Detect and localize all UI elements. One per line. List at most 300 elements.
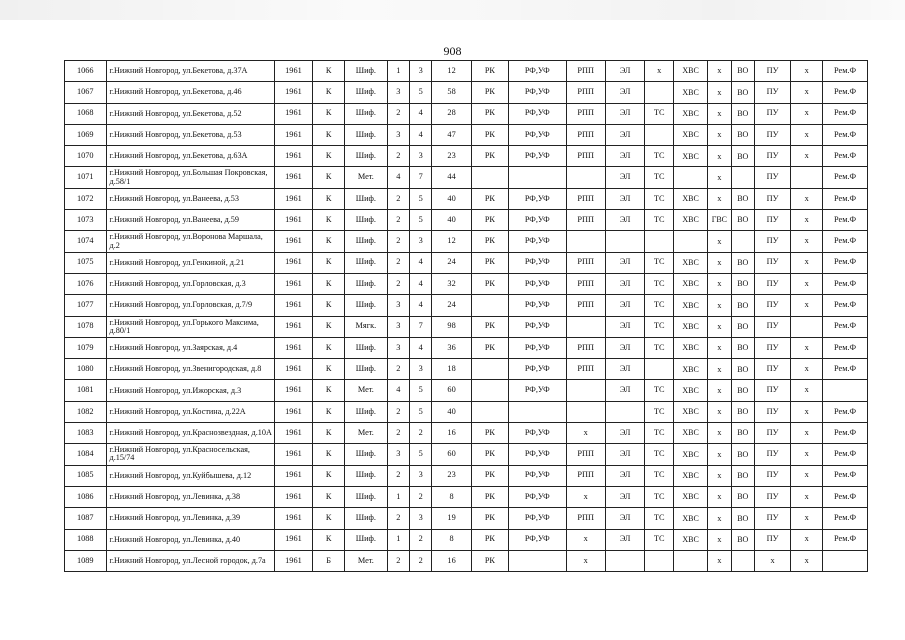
repair-roof-cell: РК (471, 82, 508, 103)
repair-roof-cell: РК (471, 231, 508, 252)
metering-cell: ПУ (754, 380, 790, 401)
repair-roof-cell (471, 401, 508, 422)
repair-facade-cell: РФ,УФ (509, 103, 567, 124)
metering-cell: ПУ (754, 124, 790, 145)
repair-fund-cell: Рем.Ф (823, 316, 868, 337)
entrances-cell: 2 (387, 252, 409, 273)
entrances-cell: 2 (387, 231, 409, 252)
apartments-cell: 19 (432, 508, 471, 529)
repair-facade-cell (509, 401, 567, 422)
extra-cell (791, 167, 823, 188)
repair-roof-cell: РК (471, 465, 508, 486)
row-number: 1068 (65, 103, 107, 124)
entrances-cell: 3 (387, 124, 409, 145)
electric-cell: ЭЛ (605, 529, 644, 550)
year-cell: 1961 (274, 444, 312, 465)
address-cell: г.Нижний Новгород, ул.Генкиной, д.21 (106, 252, 274, 273)
cold-water-cell (674, 231, 708, 252)
row-number: 1086 (65, 486, 107, 507)
repair-facade-cell: РФ,УФ (509, 529, 567, 550)
hot-water-cell: х (708, 103, 731, 124)
sewage-cell: ВО (731, 316, 754, 337)
electric-cell: ЭЛ (605, 82, 644, 103)
sewage-cell: ВО (731, 359, 754, 380)
metering-cell: ПУ (754, 231, 790, 252)
extra-cell: х (791, 550, 823, 571)
extra-cell: х (791, 103, 823, 124)
table-row (65, 82, 868, 103)
heat-supply-cell: ТС (645, 273, 674, 294)
entrances-cell: 2 (387, 550, 409, 571)
extra-cell: х (791, 82, 823, 103)
row-number: 1084 (65, 444, 107, 465)
apartments-cell: 18 (432, 359, 471, 380)
repair-rpp-cell (566, 167, 605, 188)
repair-facade-cell: РФ,УФ (509, 252, 567, 273)
year-cell: 1961 (274, 167, 312, 188)
metering-cell: ПУ (754, 423, 790, 444)
table-row (65, 316, 868, 337)
floors-cell: 5 (410, 210, 432, 231)
address-cell: г.Нижний Новгород, ул.Звенигородская, д.8 (106, 359, 274, 380)
metering-cell: ПУ (754, 273, 790, 294)
entrances-cell: 4 (387, 380, 409, 401)
entrances-cell: 3 (387, 316, 409, 337)
table-row (65, 550, 868, 571)
electric-cell: ЭЛ (605, 380, 644, 401)
address-cell: г.Нижний Новгород, ул.Горловская, д.3 (106, 273, 274, 294)
table-row (65, 529, 868, 550)
repair-fund-cell: Рем.Ф (823, 423, 868, 444)
repair-rpp-cell (566, 231, 605, 252)
cold-water-cell: ХВС (674, 486, 708, 507)
metering-cell: ПУ (754, 295, 790, 316)
repair-fund-cell: Рем.Ф (823, 273, 868, 294)
row-number: 1074 (65, 231, 107, 252)
apartments-cell: 44 (432, 167, 471, 188)
extra-cell: х (791, 401, 823, 422)
row-number: 1069 (65, 124, 107, 145)
floors-cell: 3 (410, 61, 432, 82)
wall-type-cell: К (313, 486, 345, 507)
repair-roof-cell: РК (471, 210, 508, 231)
wall-type-cell: К (313, 61, 345, 82)
metering-cell: ПУ (754, 188, 790, 209)
repair-fund-cell: Рем.Ф (823, 337, 868, 358)
metering-cell: ПУ (754, 61, 790, 82)
row-number: 1070 (65, 146, 107, 167)
hot-water-cell: х (708, 273, 731, 294)
repair-roof-cell: РК (471, 146, 508, 167)
address-cell: г.Нижний Новгород, ул.Воронова Маршала, д.2 (106, 231, 274, 252)
table-row (65, 423, 868, 444)
entrances-cell: 2 (387, 103, 409, 124)
hot-water-cell: х (708, 231, 731, 252)
entrances-cell: 2 (387, 423, 409, 444)
roof-type-cell: Шиф. (345, 146, 388, 167)
repair-facade-cell: РФ,УФ (509, 82, 567, 103)
table-row (65, 337, 868, 358)
extra-cell: х (791, 465, 823, 486)
repair-facade-cell: РФ,УФ (509, 273, 567, 294)
year-cell: 1961 (274, 295, 312, 316)
electric-cell: ЭЛ (605, 337, 644, 358)
repair-facade-cell: РФ,УФ (509, 444, 567, 465)
extra-cell: х (791, 146, 823, 167)
floors-cell: 4 (410, 124, 432, 145)
apartments-cell: 47 (432, 124, 471, 145)
row-number: 1073 (65, 210, 107, 231)
extra-cell: х (791, 252, 823, 273)
housing-registry-table (64, 60, 868, 572)
year-cell: 1961 (274, 337, 312, 358)
repair-roof-cell: РК (471, 103, 508, 124)
row-number: 1081 (65, 380, 107, 401)
repair-roof-cell: РК (471, 316, 508, 337)
extra-cell: х (791, 231, 823, 252)
floors-cell: 4 (410, 273, 432, 294)
heat-supply-cell (645, 82, 674, 103)
roof-type-cell: Шиф. (345, 444, 388, 465)
year-cell: 1961 (274, 508, 312, 529)
roof-type-cell: Шиф. (345, 465, 388, 486)
row-number: 1088 (65, 529, 107, 550)
entrances-cell: 3 (387, 444, 409, 465)
sewage-cell (731, 167, 754, 188)
hot-water-cell: х (708, 167, 731, 188)
entrances-cell: 2 (387, 359, 409, 380)
entrances-cell: 2 (387, 188, 409, 209)
apartments-cell: 60 (432, 380, 471, 401)
apartments-cell: 40 (432, 210, 471, 231)
row-number: 1083 (65, 423, 107, 444)
year-cell: 1961 (274, 273, 312, 294)
wall-type-cell: К (313, 465, 345, 486)
electric-cell: ЭЛ (605, 423, 644, 444)
hot-water-cell: х (708, 423, 731, 444)
repair-roof-cell (471, 380, 508, 401)
heat-supply-cell (645, 359, 674, 380)
hot-water-cell: х (708, 316, 731, 337)
cold-water-cell: ХВС (674, 210, 708, 231)
page-number: 908 (443, 44, 462, 58)
entrances-cell: 3 (387, 295, 409, 316)
cold-water-cell: ХВС (674, 359, 708, 380)
wall-type-cell: К (313, 423, 345, 444)
electric-cell: ЭЛ (605, 486, 644, 507)
roof-type-cell: Шиф. (345, 529, 388, 550)
repair-facade-cell: РФ,УФ (509, 146, 567, 167)
address-cell: г.Нижний Новгород, ул.Бекетова, д.46 (106, 82, 274, 103)
table-row (65, 103, 868, 124)
entrances-cell: 1 (387, 486, 409, 507)
metering-cell: ПУ (754, 82, 790, 103)
year-cell: 1961 (274, 423, 312, 444)
repair-fund-cell: Рем.Ф (823, 124, 868, 145)
address-cell: г.Нижний Новгород, ул.Красносельская, д.15/74 (106, 444, 274, 465)
address-cell: г.Нижний Новгород, ул.Бекетова, д.37А (106, 61, 274, 82)
hot-water-cell: х (708, 146, 731, 167)
heat-supply-cell: ТС (645, 529, 674, 550)
table-row (65, 444, 868, 465)
wall-type-cell: К (313, 380, 345, 401)
row-number: 1079 (65, 337, 107, 358)
heat-supply-cell: ТС (645, 146, 674, 167)
floors-cell: 5 (410, 401, 432, 422)
cold-water-cell: ХВС (674, 380, 708, 401)
heat-supply-cell: ТС (645, 465, 674, 486)
year-cell: 1961 (274, 252, 312, 273)
roof-type-cell: Шиф. (345, 103, 388, 124)
hot-water-cell: х (708, 61, 731, 82)
apartments-cell: 12 (432, 61, 471, 82)
repair-fund-cell: Рем.Ф (823, 444, 868, 465)
sewage-cell: ВО (731, 252, 754, 273)
floors-cell: 3 (410, 508, 432, 529)
roof-type-cell: Мет. (345, 167, 388, 188)
sewage-cell: ВО (731, 401, 754, 422)
address-cell: г.Нижний Новгород, ул.Костина, д.22А (106, 401, 274, 422)
wall-type-cell: К (313, 508, 345, 529)
entrances-cell: 3 (387, 337, 409, 358)
metering-cell: ПУ (754, 146, 790, 167)
roof-type-cell: Шиф. (345, 486, 388, 507)
floors-cell: 5 (410, 82, 432, 103)
wall-type-cell: К (313, 103, 345, 124)
address-cell: г.Нижний Новгород, ул.Краснозвездная, д.10А (106, 423, 274, 444)
table-row (65, 61, 868, 82)
electric-cell: ЭЛ (605, 359, 644, 380)
year-cell: 1961 (274, 380, 312, 401)
repair-roof-cell (471, 359, 508, 380)
roof-type-cell: Шиф. (345, 359, 388, 380)
repair-rpp-cell: РПП (566, 188, 605, 209)
heat-supply-cell: ТС (645, 252, 674, 273)
table-row (65, 295, 868, 316)
electric-cell: ЭЛ (605, 188, 644, 209)
repair-rpp-cell: РПП (566, 82, 605, 103)
row-number: 1067 (65, 82, 107, 103)
floors-cell: 3 (410, 146, 432, 167)
repair-rpp-cell (566, 316, 605, 337)
sewage-cell: ВО (731, 337, 754, 358)
year-cell: 1961 (274, 550, 312, 571)
wall-type-cell: К (313, 167, 345, 188)
wall-type-cell: Б (313, 550, 345, 571)
hot-water-cell: х (708, 465, 731, 486)
year-cell: 1961 (274, 61, 312, 82)
cold-water-cell: ХВС (674, 337, 708, 358)
hot-water-cell: х (708, 486, 731, 507)
repair-roof-cell: РК (471, 188, 508, 209)
wall-type-cell: К (313, 146, 345, 167)
address-cell: г.Нижний Новгород, ул.Бекетова, д.53 (106, 124, 274, 145)
sewage-cell: ВО (731, 61, 754, 82)
roof-type-cell: Мет. (345, 550, 388, 571)
cold-water-cell: ХВС (674, 465, 708, 486)
cold-water-cell: ХВС (674, 316, 708, 337)
wall-type-cell: К (313, 529, 345, 550)
sewage-cell: ВО (731, 103, 754, 124)
cold-water-cell: ХВС (674, 252, 708, 273)
sewage-cell: ВО (731, 486, 754, 507)
address-cell: г.Нижний Новгород, ул.Лесной городок, д.7а (106, 550, 274, 571)
apartments-cell: 8 (432, 486, 471, 507)
heat-supply-cell: ТС (645, 103, 674, 124)
metering-cell: х (754, 550, 790, 571)
repair-roof-cell: РК (471, 61, 508, 82)
apartments-cell: 12 (432, 231, 471, 252)
sewage-cell: ВО (731, 146, 754, 167)
metering-cell: ПУ (754, 337, 790, 358)
repair-fund-cell: Рем.Ф (823, 486, 868, 507)
heat-supply-cell: х (645, 61, 674, 82)
cold-water-cell (674, 550, 708, 571)
repair-fund-cell: Рем.Ф (823, 82, 868, 103)
heat-supply-cell: ТС (645, 188, 674, 209)
repair-facade-cell: РФ,УФ (509, 465, 567, 486)
roof-type-cell: Шиф. (345, 401, 388, 422)
extra-cell: х (791, 295, 823, 316)
repair-roof-cell: РК (471, 444, 508, 465)
address-cell: г.Нижний Новгород, ул.Горького Максима, д.80/1 (106, 316, 274, 337)
row-number: 1087 (65, 508, 107, 529)
entrances-cell: 2 (387, 273, 409, 294)
electric-cell: ЭЛ (605, 252, 644, 273)
repair-facade-cell: РФ,УФ (509, 210, 567, 231)
apartments-cell: 36 (432, 337, 471, 358)
address-cell: г.Нижний Новгород, ул.Левинка, д.38 (106, 486, 274, 507)
year-cell: 1961 (274, 465, 312, 486)
roof-type-cell: Мет. (345, 380, 388, 401)
metering-cell: ПУ (754, 210, 790, 231)
floors-cell: 4 (410, 337, 432, 358)
metering-cell: ПУ (754, 486, 790, 507)
repair-fund-cell: Рем.Ф (823, 167, 868, 188)
table-row (65, 231, 868, 252)
roof-type-cell: Шиф. (345, 188, 388, 209)
cold-water-cell (674, 167, 708, 188)
repair-rpp-cell: х (566, 550, 605, 571)
floors-cell: 4 (410, 103, 432, 124)
table-row (65, 252, 868, 273)
repair-roof-cell: РК (471, 337, 508, 358)
roof-type-cell: Шиф. (345, 252, 388, 273)
floors-cell: 3 (410, 359, 432, 380)
extra-cell: х (791, 423, 823, 444)
wall-type-cell: К (313, 444, 345, 465)
entrances-cell: 1 (387, 61, 409, 82)
address-cell: г.Нижний Новгород, ул.Большая Покровская, д.58/1 (106, 167, 274, 188)
repair-fund-cell: Рем.Ф (823, 146, 868, 167)
floors-cell: 2 (410, 423, 432, 444)
electric-cell: ЭЛ (605, 146, 644, 167)
hot-water-cell: х (708, 550, 731, 571)
repair-facade-cell: РФ,УФ (509, 508, 567, 529)
cold-water-cell: ХВС (674, 401, 708, 422)
metering-cell: ПУ (754, 359, 790, 380)
table-row (65, 486, 868, 507)
repair-fund-cell: Рем.Ф (823, 529, 868, 550)
sewage-cell: ВО (731, 188, 754, 209)
floors-cell: 7 (410, 167, 432, 188)
sewage-cell: ВО (731, 423, 754, 444)
year-cell: 1961 (274, 401, 312, 422)
sewage-cell: ВО (731, 444, 754, 465)
repair-roof-cell: РК (471, 529, 508, 550)
address-cell: г.Нижний Новгород, ул.Куйбышева, д.12 (106, 465, 274, 486)
wall-type-cell: К (313, 252, 345, 273)
row-number: 1076 (65, 273, 107, 294)
hot-water-cell: х (708, 252, 731, 273)
apartments-cell: 28 (432, 103, 471, 124)
heat-supply-cell: ТС (645, 401, 674, 422)
repair-fund-cell: Рем.Ф (823, 231, 868, 252)
metering-cell: ПУ (754, 103, 790, 124)
heat-supply-cell: ТС (645, 337, 674, 358)
year-cell: 1961 (274, 231, 312, 252)
wall-type-cell: К (313, 231, 345, 252)
roof-type-cell: Шиф. (345, 231, 388, 252)
roof-type-cell: Шиф. (345, 210, 388, 231)
roof-type-cell: Шиф. (345, 508, 388, 529)
hot-water-cell: х (708, 188, 731, 209)
extra-cell: х (791, 486, 823, 507)
table-row (65, 188, 868, 209)
extra-cell: х (791, 380, 823, 401)
metering-cell: ПУ (754, 444, 790, 465)
repair-facade-cell: РФ,УФ (509, 423, 567, 444)
sewage-cell: ВО (731, 273, 754, 294)
sewage-cell: ВО (731, 210, 754, 231)
repair-rpp-cell: х (566, 423, 605, 444)
entrances-cell: 2 (387, 401, 409, 422)
electric-cell: ЭЛ (605, 465, 644, 486)
roof-type-cell: Шиф. (345, 61, 388, 82)
repair-fund-cell: Рем.Ф (823, 188, 868, 209)
roof-type-cell: Шиф. (345, 124, 388, 145)
repair-fund-cell: Рем.Ф (823, 465, 868, 486)
floors-cell: 3 (410, 465, 432, 486)
repair-rpp-cell: РПП (566, 61, 605, 82)
floors-cell: 4 (410, 295, 432, 316)
table-body (65, 61, 868, 572)
table-row (65, 508, 868, 529)
repair-facade-cell: РФ,УФ (509, 359, 567, 380)
hot-water-cell: х (708, 380, 731, 401)
repair-roof-cell: РК (471, 486, 508, 507)
repair-fund-cell: Рем.Ф (823, 103, 868, 124)
apartments-cell: 16 (432, 550, 471, 571)
extra-cell: х (791, 124, 823, 145)
wall-type-cell: К (313, 273, 345, 294)
address-cell: г.Нижний Новгород, ул.Ижорская, д.3 (106, 380, 274, 401)
apartments-cell: 23 (432, 146, 471, 167)
repair-facade-cell: РФ,УФ (509, 188, 567, 209)
repair-facade-cell: РФ,УФ (509, 295, 567, 316)
metering-cell: ПУ (754, 167, 790, 188)
entrances-cell: 2 (387, 146, 409, 167)
repair-fund-cell: Рем.Ф (823, 359, 868, 380)
address-cell: г.Нижний Новгород, ул.Ванеева, д.59 (106, 210, 274, 231)
metering-cell: ПУ (754, 316, 790, 337)
repair-facade-cell: РФ,УФ (509, 380, 567, 401)
wall-type-cell: К (313, 359, 345, 380)
roof-type-cell: Шиф. (345, 82, 388, 103)
cold-water-cell: ХВС (674, 529, 708, 550)
repair-rpp-cell: РПП (566, 359, 605, 380)
electric-cell: ЭЛ (605, 61, 644, 82)
